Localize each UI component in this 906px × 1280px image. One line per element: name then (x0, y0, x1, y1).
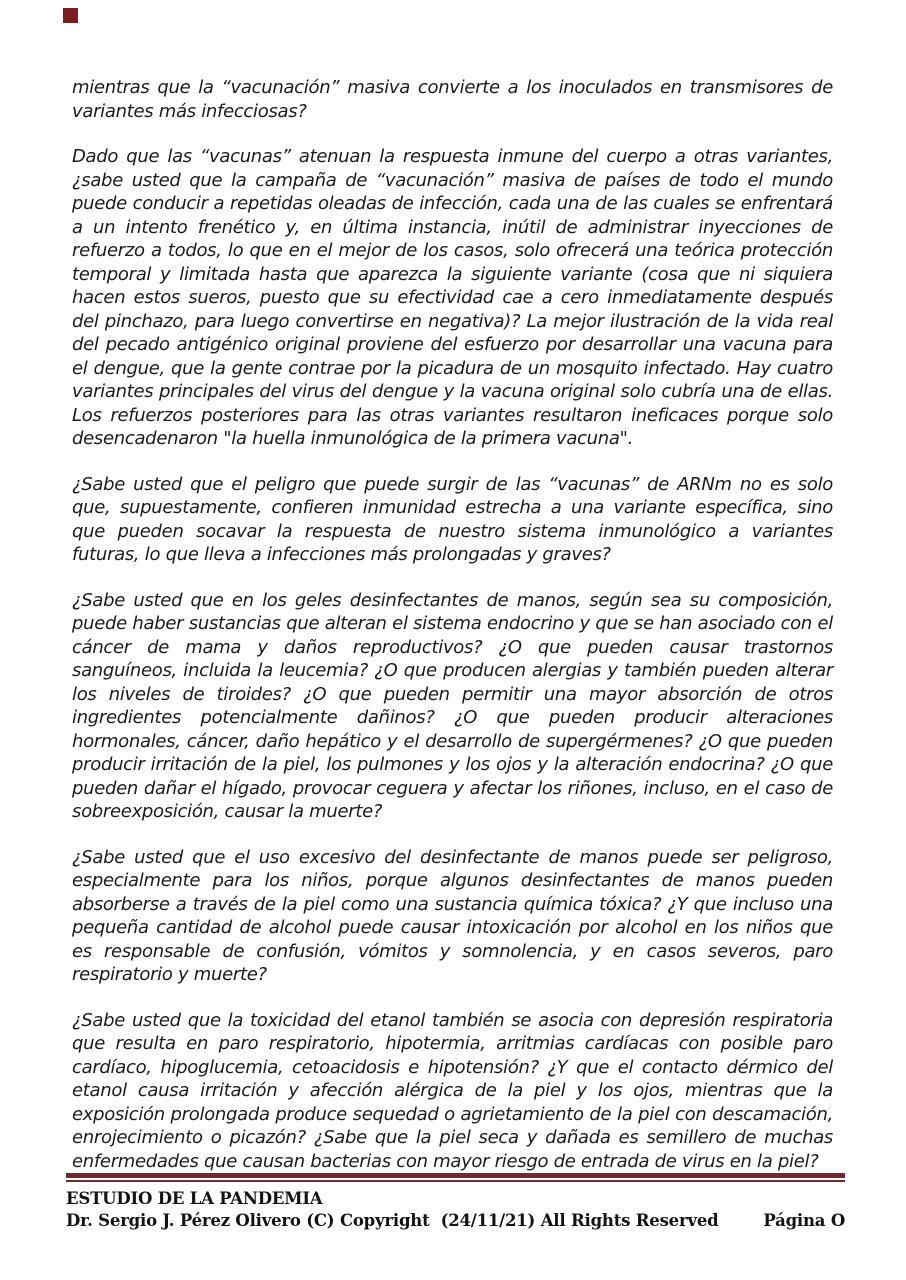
document-body (72, 76, 833, 1195)
footer-page-number: Página O (763, 1211, 845, 1230)
paragraph-vaccination-waves: Dado que las “vacunas” atenuan la respuesta inmune del cuerpo a otras variantes, ¿sabe usted que la campaña de “vacunación” masiva de países de todo el mundo puede conducir a repetidas oleadas de infección, cada una de las cuales se enfrentará a un intento frenético y, en última instancia, inútil de administrar inyecciones de refuerzo a todos, lo que en el mejor de los casos, solo ofrecerá una teórica protección temporal y limitada hasta que aparezca la siguiente variante (cosa que ni siquiera hacen estos sueros, puesto que su efectividad cae a cero inmediatamente después del pinchazo, para luego convertirse en negativa)? La mejor ilustración de la vida real del pecado antigénico original proviene del esfuerzo por desarrollar una vacuna para el dengue, que la gente contrae por la picadura de un mosquito infectado. Hay cuatro variantes principales del virus del dengue y la vacuna original solo cubría una de ellas. Los refuerzos posteriores para las otras variantes resultaron ineficaces porque solo desencadenaron "la huella inmunológica de la primera vacuna". (72, 146, 833, 449)
paragraph-sanitizer-children: ¿Sabe usted que el uso excesivo del desinfectante de manos puede ser peligroso, especialmente para los niños, porque algunos desinfectantes de manos pueden absorberse a través de la piel como una sustancia química tóxica? ¿Y que incluso una pequeña cantidad de alcohol puede causar intoxicación por alcohol en los niños que es responsable de confusión, vómitos y somnolencia, y en casos severos, paro respiratorio y muerte? (72, 846, 833, 985)
footer-copyright-text: Dr. Sergio J. Pérez Olivero (C) Copyright (24/11/21) All Rights Reserved (66, 1211, 719, 1230)
footer-meta-row (66, 1211, 845, 1230)
paragraph-mrna-danger: ¿Sabe usted que el peligro que puede surgir de las “vacunas” de ARNm no es solo que, supuestamente, confieren inmunidad estrecha a una variante específica, sino que pueden socavar la respuesta de nuestro sistema inmunológico a variantes futuras, lo que lleva a infecciones más prolongadas y graves? (72, 473, 833, 565)
footer-document-title: ESTUDIO DE LA PANDEMIA (66, 1189, 323, 1208)
paragraph-intro-question: mientras que la “vacunación” masiva convierte a los inoculados en transmisores de variantes más infecciosas? (72, 77, 833, 122)
page-corner-marker (63, 8, 78, 23)
paragraph-hand-gel-substances: ¿Sabe usted que en los geles desinfectantes de manos, según sea su composición, puede haber sustancias que alteran el sistema endocrino y que se han asociado con el cáncer de mama y daños reproductivos? ¿O que pueden causar trastornos sanguíneos, incluida la leucemia? ¿O que producen alergias y también pueden alterar los niveles de tiroides? ¿O que pueden permitir una mayor absorción de otros ingredientes potencialmente dañinos? ¿O que pueden producir alteraciones hormonales, cáncer, daño hepático y el desarrollo de supergérmenes? ¿O que pueden producir irritación de la piel, los pulmones y los ojos y la alteración endocrina? ¿O que pueden dañar el hígado, provocar ceguera y afectar los riñones, incluso, en el caso de sobreexposición, causar la muerte? (72, 589, 833, 822)
paragraph-ethanol-toxicity: ¿Sabe usted que la toxicidad del etanol también se asocia con depresión respiratoria que resulta en paro respiratorio, hipotermia, arritmias cardíacas con posible paro cardíaco, hipoglucemia, cetoacidosis e hipotensión? ¿Y que el contacto dérmico del etanol causa irritación y afección alérgica de la piel y los ojos, mientras que la exposición prolongada produce sequedad o agrietamiento de la piel con descamación, enrojecimiento o picazón? ¿Sabe que la piel seca y dañada es semillero de muchas enfermedades que causan bacterias con mayor riesgo de entrada de virus en la piel? (72, 1009, 833, 1172)
footer-divider (66, 1173, 845, 1182)
page-footer (66, 1173, 845, 1230)
